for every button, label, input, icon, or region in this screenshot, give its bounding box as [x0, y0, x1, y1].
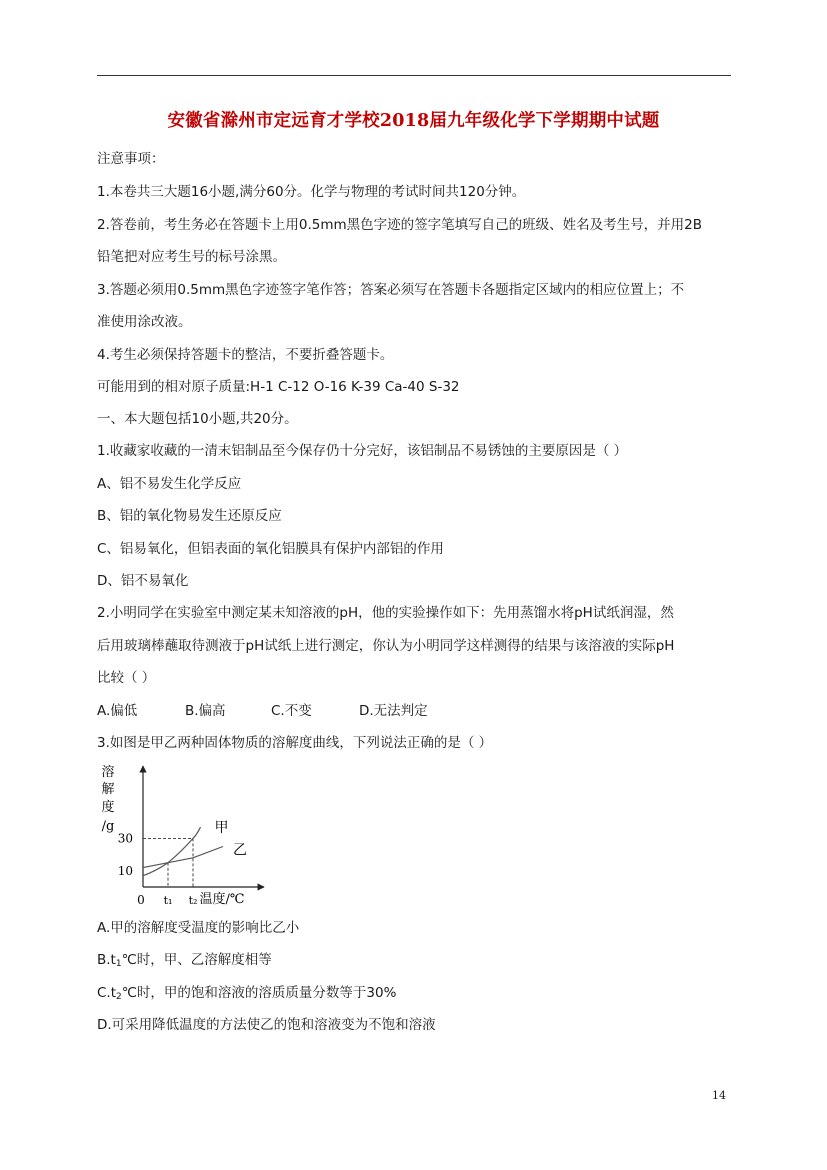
question-3-option-c-text: ℃时，甲的饱和溶液的溶质质量分数等于30%: [121, 985, 397, 1001]
question-3-option-b: [97, 951, 272, 973]
question-1-stem: 1.收藏家收藏的一清末铝制品至今保存仍十分完好，该铝制品不易锈蚀的主要原因是（ ）: [97, 443, 628, 459]
question-2-stem-line2: 后用玻璃棒蘸取待测液于pH试纸上进行测定，你认为小明同学这样测得的结果与该溶液的实际pH: [97, 638, 675, 654]
x-axis-label: 温度/℃: [199, 892, 245, 907]
question-3-stem: 3.如图是甲乙两种固体物质的溶解度曲线，下列说法正确的是（ ）: [97, 735, 493, 751]
y-tick-label: 10: [117, 863, 133, 878]
question-3-option-c-subscript: 2: [116, 992, 122, 1002]
question-1-option-b: B、铝的氧化物易发生还原反应: [97, 508, 282, 524]
question-1-option-a: A、铝不易发生化学反应: [97, 476, 242, 492]
question-3-option-c-prefix: C.t: [97, 985, 117, 1001]
question-1-option-c: C、铝易氧化，但铝表面的氧化铝膜具有保护内部铝的作用: [97, 541, 444, 557]
y-axis-label-char: /g: [101, 819, 115, 834]
page-number: 14: [712, 1089, 726, 1102]
question-2-stem-line3: 比较（ ）: [97, 670, 156, 686]
question-3-option-a: A.甲的溶解度受温度的影响比乙小: [97, 920, 300, 936]
y-tick-label: 30: [117, 831, 133, 846]
question-2-option-b: B.偏高: [185, 703, 226, 719]
note-item-2-line1: 2.答卷前，考生务必在答题卡上用0.5mm黑色字迹的签字笔填写自己的班级、姓名及考生号，并用2B: [97, 217, 703, 233]
origin-label: 0: [137, 893, 145, 907]
header-rule: [97, 75, 731, 76]
question-2-option-c: C.不变: [271, 703, 312, 719]
series-label: 乙: [233, 842, 247, 859]
y-axis-label-char: 溶: [101, 765, 115, 780]
question-2-option-d: D.无法判定: [359, 703, 428, 719]
y-axis-label-char: 解: [101, 782, 115, 797]
question-3-option-c: [97, 984, 396, 1006]
question-3-option-b-prefix: B.t: [97, 952, 116, 968]
question-3-option-b-subscript: 1: [115, 959, 122, 969]
note-item-2-line2: 铅笔把对应考生号的标号涂黑。: [97, 249, 286, 265]
question-3-option-b-text: ℃时，甲、乙溶解度相等: [121, 952, 272, 968]
note-item-4: 4.考生必须保持答题卡的整洁，不要折叠答题卡。: [97, 347, 394, 363]
note-item-1: 1.本卷共三大题16小题,满分60分。化学与物理的考试时间共120分钟。: [97, 184, 526, 200]
note-item-3-line1: 3.答题必须用0.5mm黑色字迹签字笔作答；答案必须写在答题卡各题指定区域内的相应位置上；不: [97, 282, 685, 298]
x-tick-label: t₂: [188, 894, 198, 907]
exam-title: 安徽省滁州市定远育才学校2018届九年级化学下学期期中试题: [167, 111, 660, 131]
atomic-masses: 可能用到的相对原子质量:H-1 C-12 O-16 K-39 Ca-40 S-32: [97, 379, 460, 395]
question-2-option-a: A.偏低: [97, 703, 138, 719]
x-tick-label: t₁: [163, 894, 173, 907]
solubility-chart: [100, 760, 275, 910]
question-1-option-d: D、铝不易氧化: [97, 573, 189, 589]
question-2-options: [97, 702, 428, 720]
y-axis-label-char: 度: [101, 800, 115, 815]
series-curve-1: [143, 827, 201, 876]
notes-heading: 注意事项：: [97, 151, 165, 167]
series-label: 甲: [214, 820, 229, 837]
question-3-option-d: D.可采用降低温度的方法使乙的饱和溶液变为不饱和溶液: [97, 1017, 436, 1033]
section-heading: 一、本大题包括10小题,共20分。: [97, 411, 298, 427]
question-2-stem-line1: 2.小明同学在实验室中测定某未知溶液的pH，他的实验操作如下：先用蒸馏水将pH试纸润湿，然: [97, 605, 674, 621]
note-item-3-line2: 准使用涂改液。: [97, 314, 192, 330]
